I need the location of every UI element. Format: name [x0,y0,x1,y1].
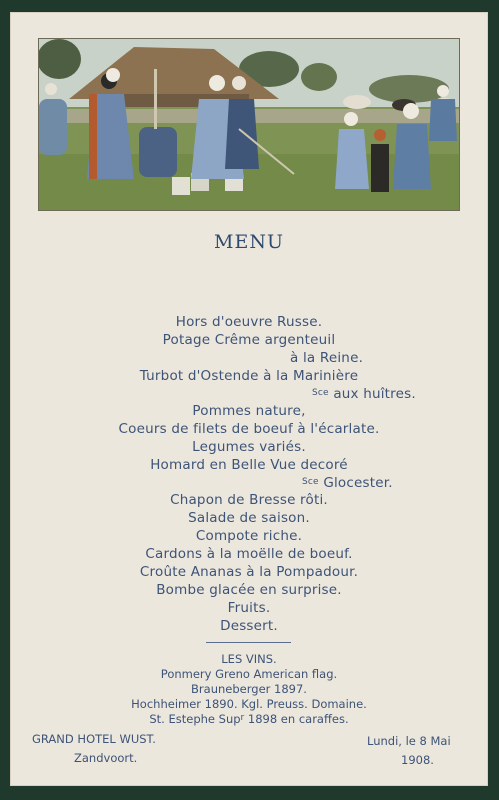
menu-card [10,12,488,786]
wine-line-text: St. Estephe Sup [149,712,241,726]
wine-line: Ponmery Greno American flag. [160,667,338,681]
dish-pommes: Pommes nature, [192,403,306,419]
dish-coeurs-de-filets: Coeurs de filets de boeuf à l'écarlate. [118,421,380,437]
menu-year: 1908. [401,753,434,767]
hotel-name: GRAND HOTEL WUST. [32,732,156,746]
dish-hors-doeuvre: Hors d'oeuvre Russe. [175,314,323,330]
wine-line-text: 1898 en caraffes. [244,712,349,726]
wines-heading: LES VINS. [221,652,277,666]
dish-bombe-glacee: Bombe glacée en surprise. [156,582,342,598]
dish-chapon: Chapon de Bresse rôti. [170,492,328,508]
sauce-label: aux huîtres. [333,386,416,402]
wine-line-sup: r [240,713,245,723]
dish-turbot-sauce [312,386,416,402]
sauce-abbrev: Sce [302,477,319,487]
divider [206,642,291,643]
dish-turbot: Turbot d'Ostende à la Marinière [139,368,359,384]
dish-homard-sauce [302,475,393,491]
dish-legumes: Legumes variés. [192,439,306,455]
painting-illustration [38,38,460,211]
wine-line [10,712,488,726]
dish-croute-ananas: Croûte Ananas à la Pompadour. [139,564,359,580]
dish-dessert: Dessert. [220,618,278,634]
sauce-abbrev: Sce [312,388,329,398]
dish-salade: Salade de saison. [188,510,310,526]
menu-date: Lundi, le 8 Mai [367,734,451,748]
hotel-town: Zandvoort. [74,751,138,765]
sauce-label: Glocester. [323,475,393,491]
dish-cardons: Cardons à la moëlle de boeuf. [145,546,353,562]
dish-potage: Potage Crême argenteuil [162,332,336,348]
dish-potage-continuation: à la Reine. [290,350,364,366]
dish-fruits: Fruits. [227,600,271,616]
dish-compote: Compote riche. [195,528,303,544]
menu-title: MENU [214,231,284,253]
dish-homard: Homard en Belle Vue decoré [150,457,348,473]
wine-line: Brauneberger 1897. [191,682,307,696]
wine-line: Hochheimer 1890. Kgl. Preuss. Domaine. [131,697,367,711]
